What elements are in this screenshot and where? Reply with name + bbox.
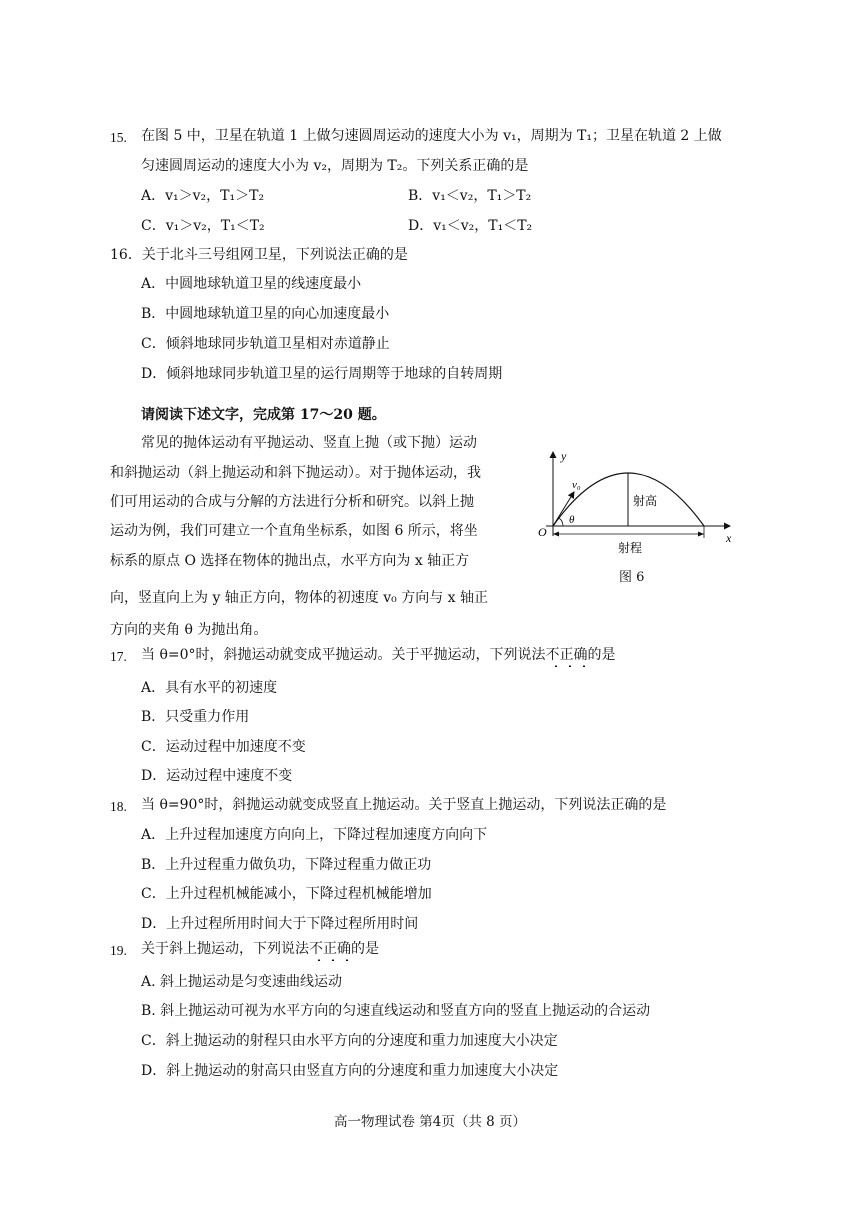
theta-label: θ: [569, 514, 575, 526]
range-arrow-left: [553, 532, 559, 537]
q17-stem-emphasis: 不正确: [545, 647, 588, 663]
q19-number: 19.: [110, 943, 127, 958]
figure-caption: 图 6: [619, 570, 645, 585]
passage-line-6: 向，竖直向上为 y 轴正方向，物体的初速度 v₀ 方向与 x 轴正: [110, 590, 489, 606]
q17-option-d: D．运动过程中速度不变: [141, 768, 293, 784]
q15-stem-line1: 在图 5 中，卫星在轨道 1 上做匀速圆周运动的速度大小为 v₁，周期为 T₁；卫星在轨道 2 上做: [141, 128, 722, 144]
q15-option-d: D．v₁＜v₂，T₁＜T₂: [408, 218, 533, 234]
q18-option-c: C．上升过程机械能减小，下降过程机械能增加: [141, 886, 432, 902]
q19-option-a: A. 斜上抛运动是匀变速曲线运动: [141, 974, 343, 990]
passage-line-4: 运动为例，我们可建立一个直角坐标系，如图 6 所示，将坐: [110, 523, 478, 539]
passage-line-5: 标系的原点 O 选择在物体的抛出点，水平方向为 x 轴正方: [110, 553, 470, 569]
q17-stem-part2: 的是: [587, 647, 616, 663]
projectile-figure: [536, 448, 746, 560]
q19-stem: [141, 939, 379, 959]
range-arrow-right: [698, 532, 704, 537]
q18-option-a: A．上升过程加速度方向向上，下降过程加速度方向向下: [141, 827, 488, 843]
q16-stem: 16．关于北斗三号组网卫星，下列说法正确的是: [110, 247, 408, 263]
q18-stem: 当 θ=90°时，斜抛运动就变成竖直上抛运动。关于竖直上抛运动，下列说法正确的是: [141, 797, 667, 813]
q17-option-a: A．具有水平的初速度: [141, 680, 278, 696]
passage-line-1: 常见的抛体运动有平抛运动、竖直上抛（或下抛）运动: [141, 435, 477, 451]
passage-line-2: 和斜抛运动（斜上抛运动和斜下抛运动）。对于抛体运动，我: [110, 465, 481, 481]
q17-stem-part1: 当 θ=0°时，斜抛运动就变成平抛运动。关于平抛运动，下列说法: [141, 647, 546, 663]
q16-option-d: D．倾斜地球同步轨道卫星的运行周期等于地球的自转周期: [141, 366, 503, 382]
origin-label: O: [538, 525, 547, 539]
q19-option-c: C．斜上抛运动的射程只由水平方向的分速度和重力加速度大小决定: [141, 1033, 558, 1049]
y-axis-label: y: [561, 449, 567, 463]
q15-option-a: A．v₁＞v₂，T₁＞T₂: [141, 188, 265, 204]
q15-option-c: C．v₁＞v₂，T₁＜T₂: [141, 218, 265, 234]
q17-option-c: C．运动过程中加速度不变: [141, 739, 306, 755]
q17-option-b: B．只受重力作用: [141, 709, 250, 725]
range-label: 射程: [618, 541, 643, 555]
q19-stem-emphasis: 不正确: [309, 941, 351, 957]
q15-number: 15.: [110, 130, 127, 145]
q19-option-b: B. 斜上抛运动可视为水平方向的匀速直线运动和竖直方向的竖直上抛运动的合运动: [141, 1003, 651, 1019]
page-footer: 高一物理试卷 第4页（共 8 页）: [333, 1114, 527, 1130]
q19-option-d: D．斜上抛运动的射高只由竖直方向的分速度和重力加速度大小决定: [141, 1063, 559, 1079]
q18-option-b: B．上升过程重力做负功，下降过程重力做正功: [141, 857, 432, 873]
height-label: 射高: [633, 494, 658, 508]
q18-option-d: D．上升过程所用时间大于下降过程所用时间: [141, 916, 419, 932]
passage-line-7: 方向的夹角 θ 为抛出角。: [110, 622, 268, 638]
q15-option-b: B．v₁＜v₂，T₁＞T₂: [408, 188, 532, 204]
q19-stem-part1: 关于斜上抛运动，下列说法: [141, 941, 309, 957]
q16-option-a: A．中圆地球轨道卫星的线速度最小: [141, 276, 362, 292]
x-axis-label: x: [726, 531, 732, 545]
q16-option-c: C．倾斜地球同步轨道卫星相对赤道静止: [141, 336, 390, 352]
passage-heading: 请阅读下述文字，完成第 17～20 题。: [141, 407, 386, 423]
v0-label: v₀: [572, 479, 581, 491]
angle-arc: [559, 518, 563, 526]
q17-stem: [141, 645, 616, 665]
q17-number: 17.: [110, 649, 127, 664]
passage-line-3: 们可用运动的合成与分解的方法进行分析和研究。以斜上抛: [110, 494, 474, 510]
q19-stem-part2: 的是: [351, 941, 379, 957]
q16-option-b: B．中圆地球轨道卫星的向心加速度最小: [141, 306, 390, 322]
q15-stem-line2: 匀速圆周运动的速度大小为 v₂，周期为 T₂。下列关系正确的是: [141, 158, 529, 174]
q18-number: 18.: [110, 799, 127, 814]
